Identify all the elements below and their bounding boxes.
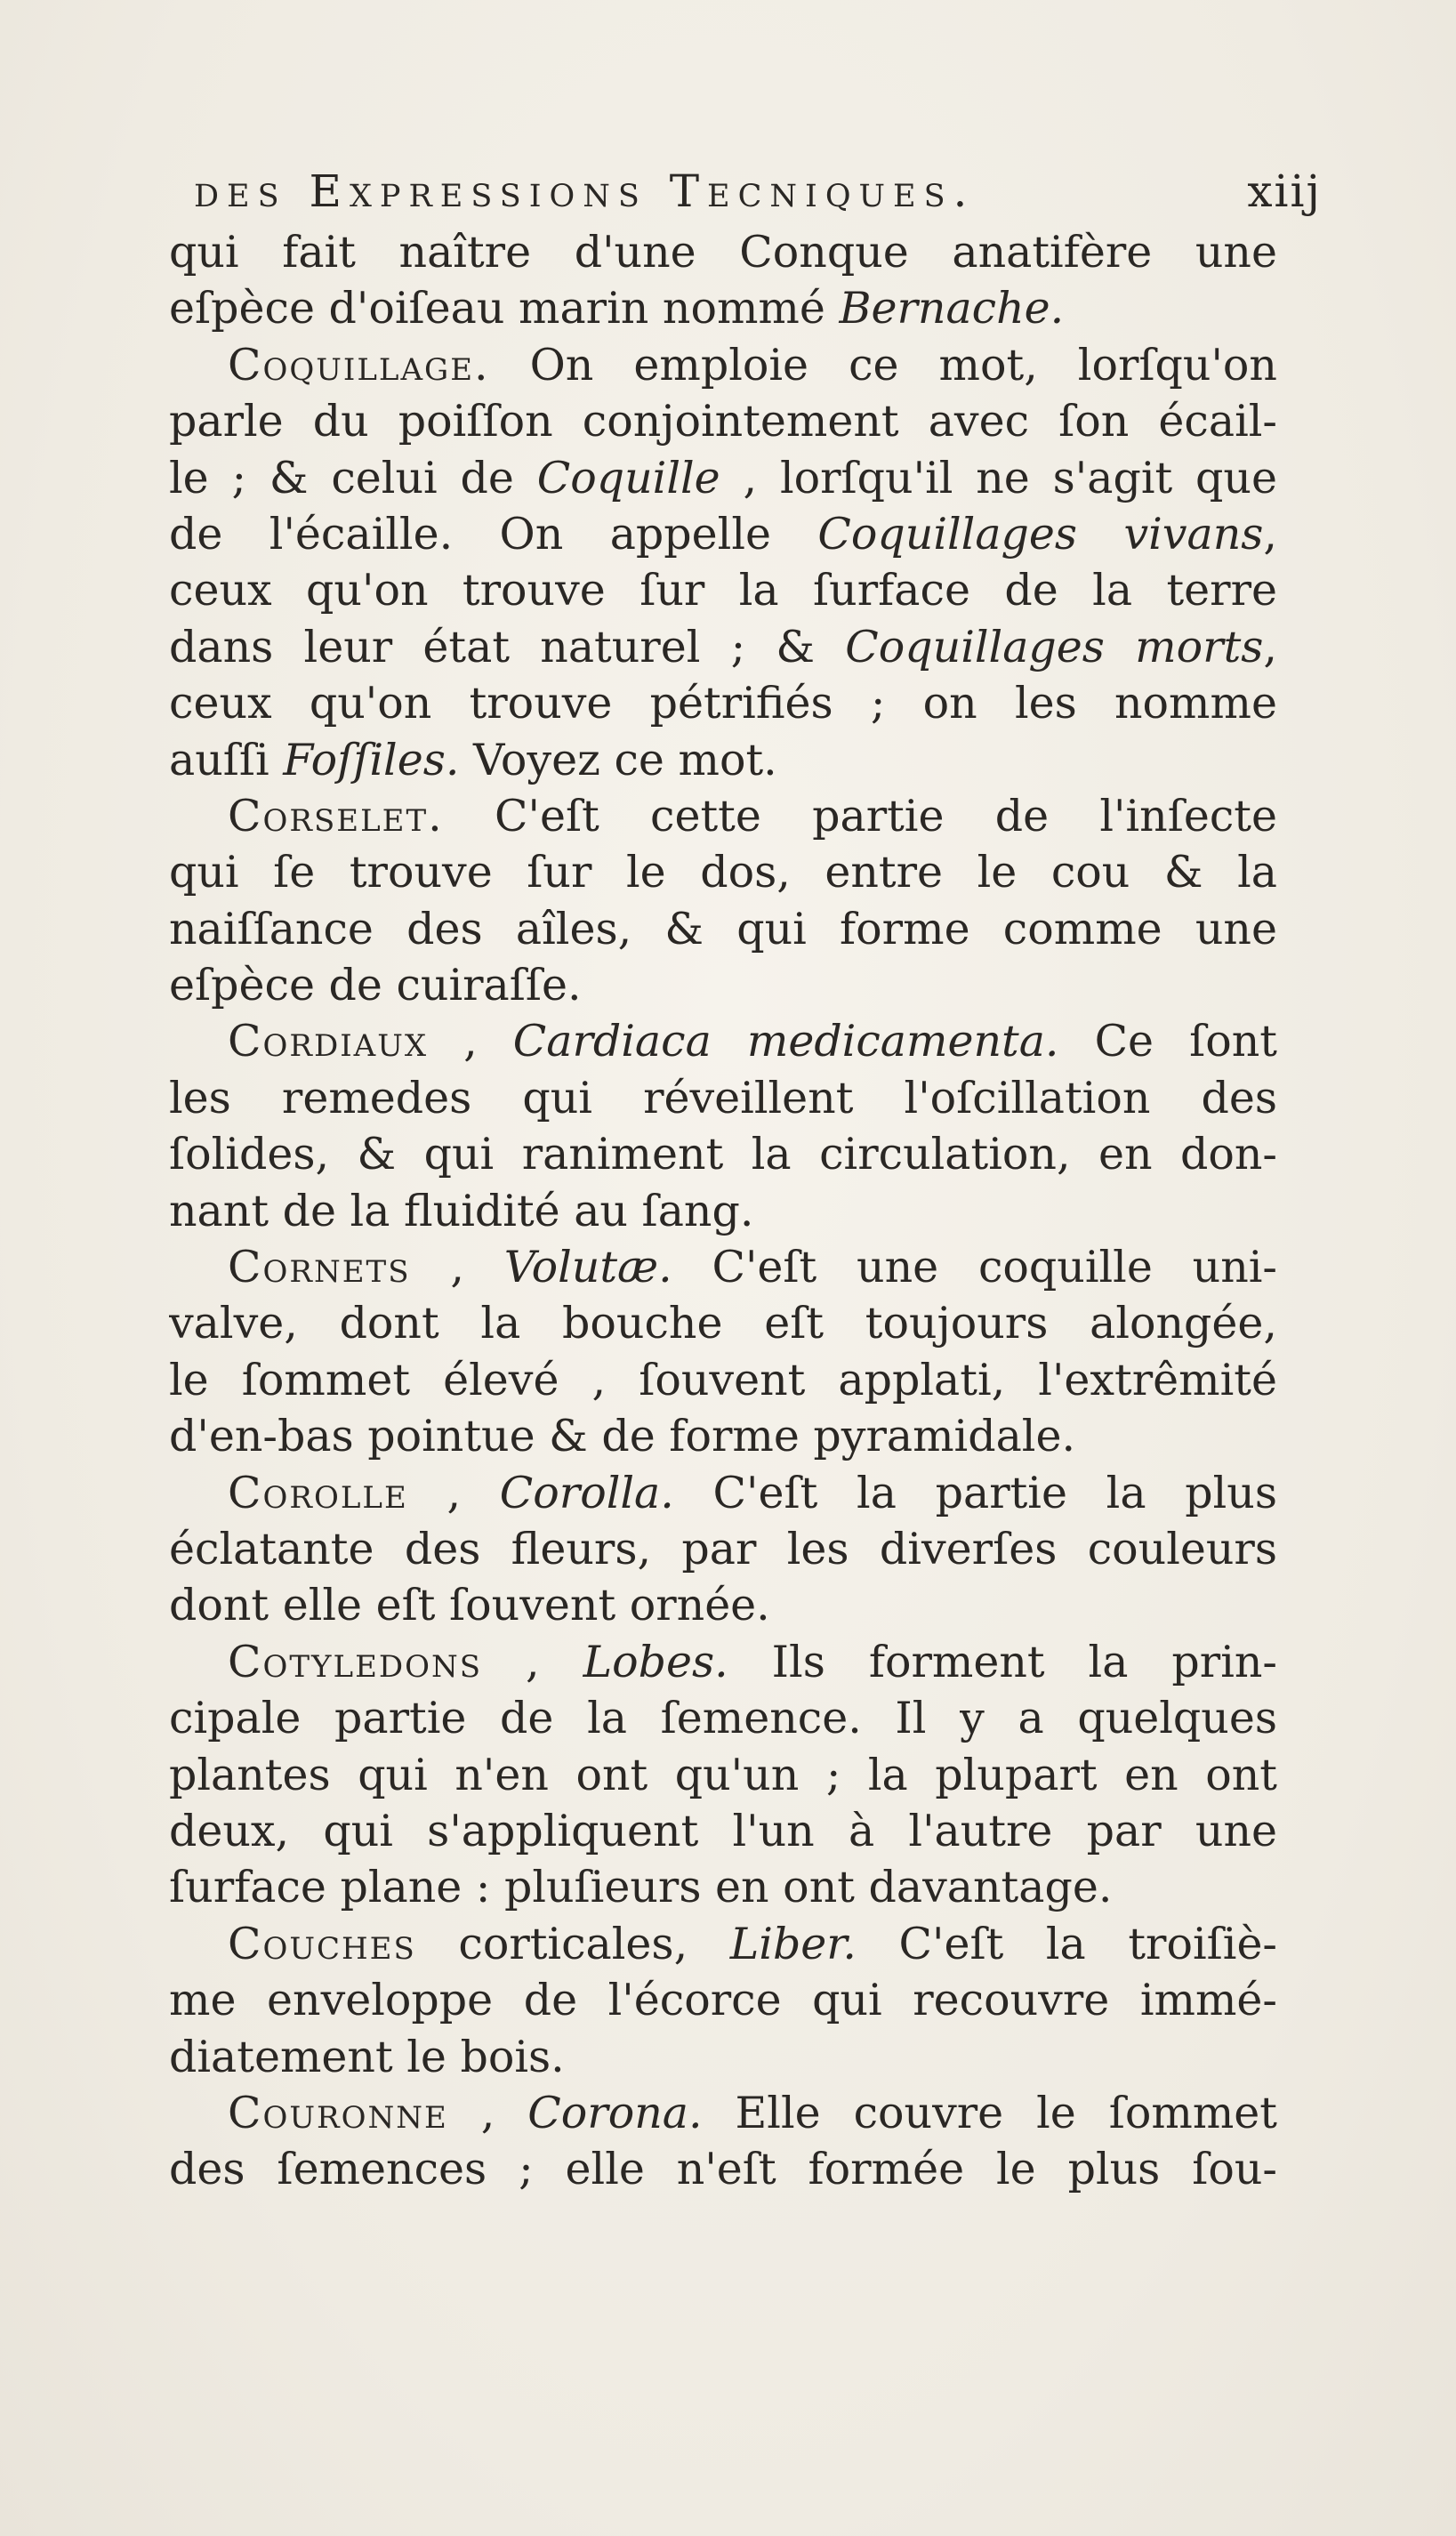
latin-term: Volutæ. <box>503 1242 672 1293</box>
text-segment: de l'écaille. On appelle <box>169 508 818 560</box>
text-line <box>169 1183 1277 1239</box>
text-segment: , <box>1263 621 1277 672</box>
text-segment: éclatante des fleurs, par les diverſes couleurs <box>169 1523 1277 1574</box>
page-number: xiij <box>1247 165 1322 217</box>
text-line <box>169 901 1277 957</box>
latin-term: Corona. <box>527 2087 703 2138</box>
entry-headword-line <box>169 788 1277 844</box>
text-segment: qui ſe trouve ſur le dos, entre le cou & la <box>169 847 1277 898</box>
latin-term: Bernache. <box>839 283 1065 334</box>
entry-headword: Couches <box>228 1918 416 1969</box>
text-segment: ceux qu'on trouve ſur la ſurface de la terre <box>169 565 1277 616</box>
text-line <box>169 1408 1277 1464</box>
text-segment: valve, dont la bouche eſt toujours alongée, <box>169 1298 1277 1349</box>
entry-headword: Cordiaux <box>228 1016 429 1067</box>
text-segment: C'eſt une coquille uni- <box>672 1242 1277 1293</box>
text-line <box>169 1972 1277 2028</box>
text-segment: , lorſqu'il ne s'agit que <box>720 452 1277 503</box>
text-line <box>169 562 1277 618</box>
latin-term: Liber. <box>729 1918 857 1969</box>
latin-term: Coquillages morts <box>845 621 1264 672</box>
text-line <box>169 2029 1277 2085</box>
text-line <box>169 1577 1277 1633</box>
text-segment: d'en-bas pointue & de forme pyramidale. <box>169 1411 1076 1462</box>
entry-headword: Cornets <box>228 1242 411 1293</box>
text-segment: diatement le bois. <box>169 2031 565 2082</box>
latin-term: Foſſiles. <box>283 734 460 785</box>
text-segment: C'eſt la troiſiè- <box>856 1918 1277 1969</box>
text-segment: , <box>407 1467 500 1518</box>
latin-term: Corolla. <box>499 1467 674 1518</box>
entry-headword-line <box>169 1634 1277 1690</box>
text-segment: eſpèce de cuiraſſe. <box>169 960 582 1011</box>
running-head-title: des Expressions Tecniques. <box>194 165 976 217</box>
text-segment: eſpèce d'oiſeau marin nommé <box>169 283 840 334</box>
text-line <box>169 280 1277 336</box>
text-line <box>169 1521 1277 1577</box>
text-line <box>169 393 1277 449</box>
text-line <box>169 1070 1277 1126</box>
text-line <box>169 957 1277 1013</box>
entry-headword-line <box>169 1013 1277 1069</box>
entry-headword: Couronne <box>228 2087 448 2138</box>
text-line <box>169 1690 1277 1746</box>
text-line <box>169 450 1277 506</box>
text-segment: ſolides, & qui raniment la circulation, en don- <box>169 1129 1277 1180</box>
text-segment: dont elle eſt ſouvent ornée. <box>169 1580 770 1631</box>
text-segment: deux, qui s'appliquent l'un à l'autre par une <box>169 1805 1277 1856</box>
text-segment: , <box>1263 508 1277 560</box>
entry-headword-line <box>169 1916 1277 1972</box>
text-segment: ceux qu'on trouve pétrifiés ; on les nomme <box>169 678 1277 729</box>
entry-headword-line <box>169 2085 1277 2141</box>
text-segment: plantes qui n'en ont qu'un ; la plupart en ont <box>169 1749 1277 1800</box>
text-line <box>169 506 1277 562</box>
entry-headword: Cotyledons <box>228 1636 483 1687</box>
text-segment: , <box>482 1636 583 1687</box>
text-segment: dans leur état naturel ; & <box>169 621 846 672</box>
text-segment: corticales, <box>415 1918 730 1969</box>
entry-headword: Corselet. <box>228 790 444 841</box>
running-head <box>194 165 1322 229</box>
text-segment: Ils forment la prin- <box>728 1636 1277 1687</box>
text-segment: qui fait naître d'une Conque anatifère une <box>169 227 1277 278</box>
text-segment: Voyez ce mot. <box>459 734 777 785</box>
text-line <box>169 732 1277 788</box>
text-segment: ſurface plane : pluſieurs en ont davantage. <box>169 1862 1113 1913</box>
text-segment: , <box>428 1016 513 1067</box>
latin-term: Cardiaca medicamenta. <box>512 1016 1059 1067</box>
text-segment: On emploie ce mot, lorſqu'on <box>489 339 1277 390</box>
entry-headword-line <box>169 337 1277 393</box>
text-segment: Elle couvre le ſommet <box>702 2087 1277 2138</box>
entry-headword: Corolle <box>228 1467 408 1518</box>
text-segment: C'eſt la partie la plus <box>673 1467 1277 1518</box>
text-line <box>169 1295 1277 1351</box>
text-segment: , <box>410 1242 504 1293</box>
text-line <box>169 1747 1277 1803</box>
text-line <box>169 1126 1277 1182</box>
entry-headword-line <box>169 1239 1277 1295</box>
text-line <box>169 675 1277 731</box>
text-segment: parle du poiſſon conjointement avec ſon écail- <box>169 396 1277 447</box>
text-line <box>169 844 1277 900</box>
text-line <box>169 619 1277 675</box>
entry-headword: Coquillage. <box>228 339 490 390</box>
text-segment: le ; & celui de <box>169 452 537 503</box>
text-segment: Ce ſont <box>1058 1016 1277 1067</box>
text-segment: des ſemences ; elle n'eſt formée le plus ſou- <box>169 2144 1277 2195</box>
text-segment: naiſſance des aîles, & qui forme comme une <box>169 903 1277 954</box>
text-segment: les remedes qui réveillent l'oſcillation des <box>169 1072 1277 1123</box>
body-text <box>169 224 1277 2198</box>
entry-headword-line <box>169 1465 1277 1521</box>
text-segment: cipale partie de la ſemence. Il y a quelques <box>169 1693 1277 1744</box>
text-segment: me enveloppe de l'écorce qui recouvre immé- <box>169 1975 1277 2026</box>
text-line <box>169 1352 1277 1408</box>
text-segment: le ſommet élevé , ſouvent applati, l'extrêmité <box>169 1354 1277 1405</box>
latin-term: Coquille <box>536 452 720 503</box>
text-line <box>169 2141 1277 2197</box>
text-segment: C'eſt cette partie de l'inſecte <box>443 790 1277 841</box>
latin-term: Coquillages vivans <box>817 508 1264 560</box>
text-segment: nant de la fluidité au ſang. <box>169 1185 754 1236</box>
text-segment: auſſi <box>169 734 284 785</box>
text-line <box>169 1859 1277 1915</box>
text-segment: , <box>447 2087 528 2138</box>
text-line <box>169 224 1277 280</box>
text-line <box>169 1803 1277 1859</box>
latin-term: Lobes. <box>583 1636 728 1687</box>
